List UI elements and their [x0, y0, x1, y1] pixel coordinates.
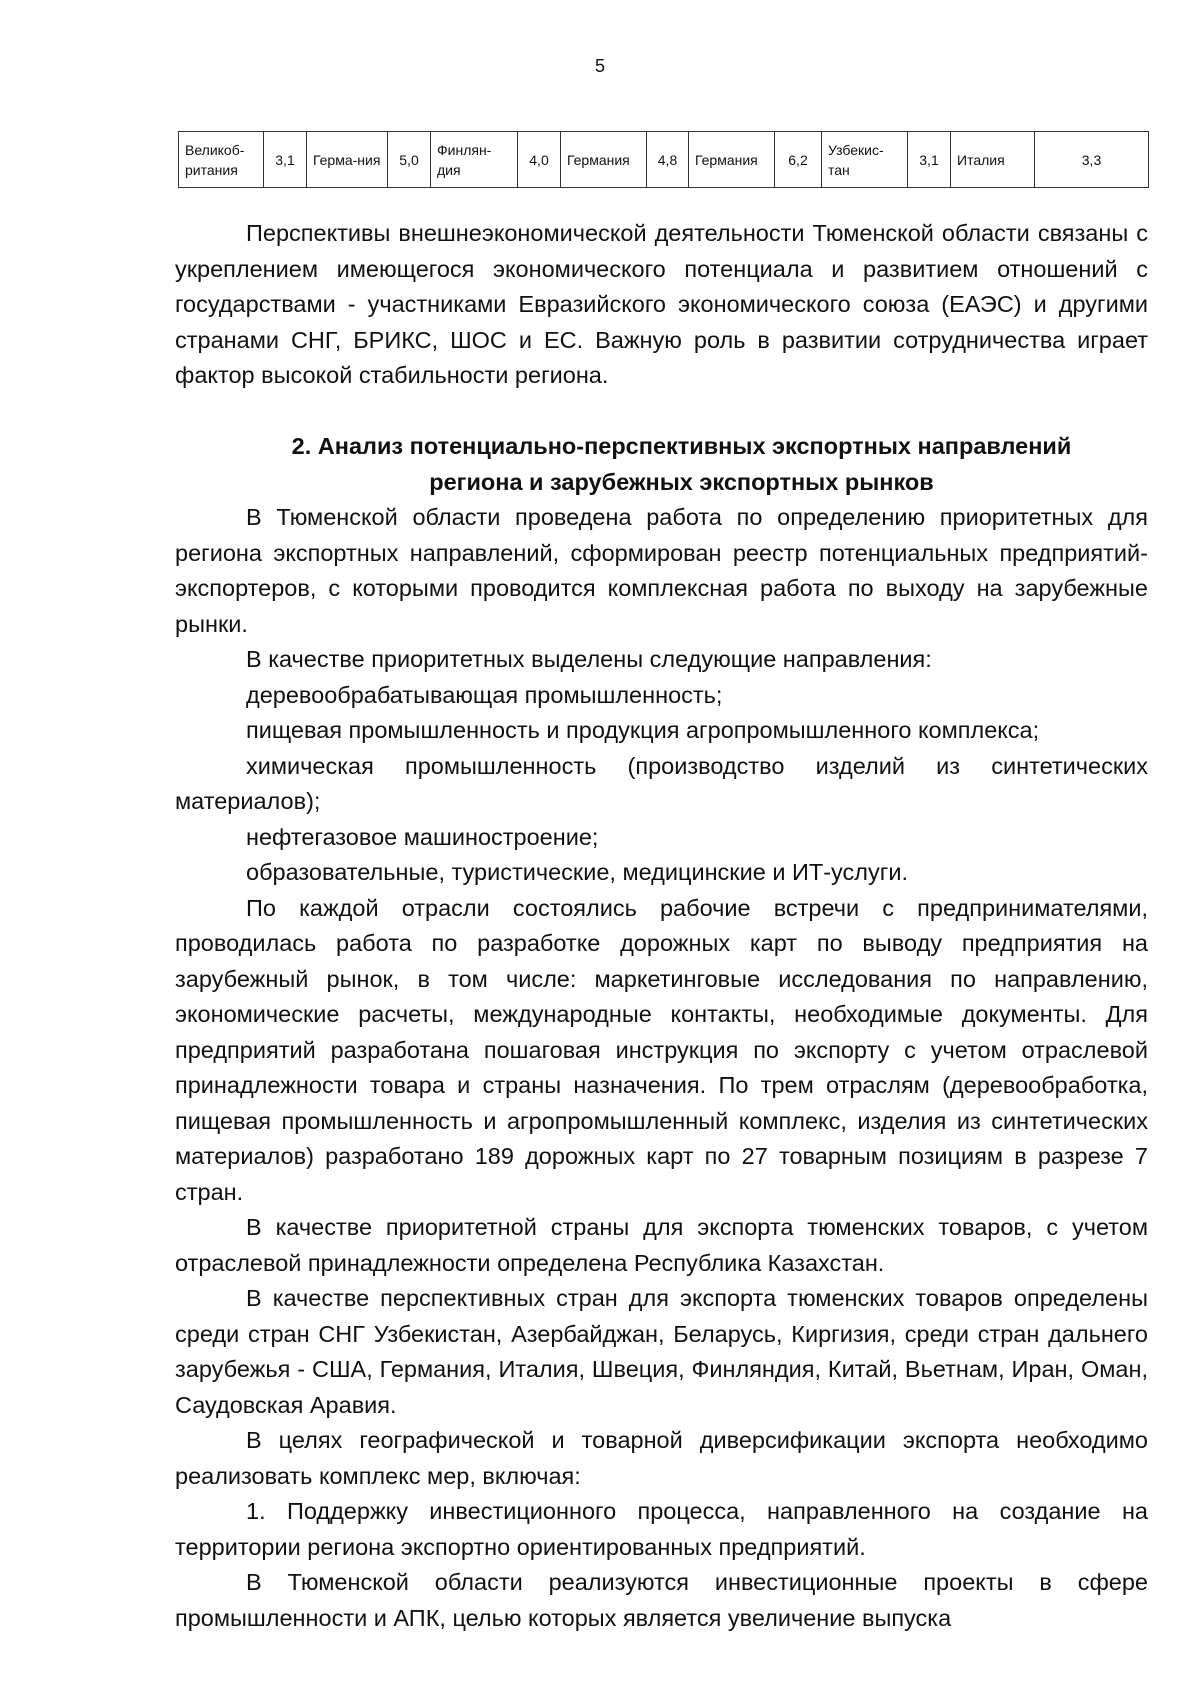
section-heading-line: региона и зарубежных экспортных рынков: [429, 468, 934, 495]
list-item: химическая промышленность (производство изделий из синтетических материалов);: [175, 752, 1148, 814]
paragraph: В Тюменской области реализуются инвестиционные проекты в сфере промышленности и АПК, целью которых является увеличение выпуска: [175, 1569, 1148, 1631]
table-cell-value: 5,0: [388, 132, 431, 188]
table-cell-country: Герма-ния: [307, 132, 388, 188]
paragraph: В Тюменской области проведена работа по определению приоритетных для региона экспортных направлений, сформирован реестр потенциальных предприятий-экспортеров, с которыми проводится комплексная работа по выходу на зарубежные рынки.: [175, 504, 1148, 637]
table-cell-country: Великоб-ритания: [179, 132, 264, 188]
paragraph: В целях географической и товарной диверсификации экспорта необходимо реализовать комплекс мер, включая:: [175, 1427, 1148, 1489]
table-cell-country: Германия: [689, 132, 775, 188]
table-cell-value: 3,1: [908, 132, 951, 188]
paragraph: В качестве перспективных стран для экспорта тюменских товаров определены среди стран СНГ Узбекистан, Азербайджан, Беларусь, Киргизия, среди стран дальнего зарубежья - США, Германия, Италия, Швеция, Финляндия, Китай, Вьетнам, Иран, Оман, Саудовская Аравия.: [175, 1285, 1148, 1418]
table-cell-value: 4,0: [518, 132, 561, 188]
list-item: деревообрабатывающая промышленность;: [246, 681, 723, 708]
paragraph: По каждой отрасли состоялись рабочие встречи с предпринимателями, проводилась работа по разработке дорожных карт по выводу предприятия на зарубежный рынок, в том числе: маркетинговые исследования по направлению, экономические расчеты, международные контакты, необходимые документы. Для предприятий разработана пошаговая инструкция по экспорту с учетом отраслевой принадлежности товара и страны назначения. По трем отраслям (деревообработка, пищевая промышленность и агропромышленный комплекс, изделия из синтетических материалов) разработано 189 дорожных карт по 27 товарным позициям в разрезе 7 стран.: [175, 894, 1148, 1205]
intro-paragraph: Перспективы внешнеэкономической деятельности Тюменской области связаны с укреплением имеющегося экономического потенциала и развитием отношений с государствами - участниками Евразийского экономического союза (ЕАЭС) и другими странами СНГ, БРИКС, ШОС и ЕС. Важную роль в развитии сотрудничества играет фактор высокой стабильности региона.: [175, 220, 1148, 388]
list-item: пищевая промышленность и продукция агропромышленного комплекса;: [246, 717, 1040, 743]
table-cell-value: 4,8: [647, 132, 689, 188]
table-cell-country: Узбекис-тан: [822, 132, 908, 188]
table-cell-value: 6,2: [775, 132, 822, 188]
paragraph: В качестве приоритетной страны для экспорта тюменских товаров, с учетом отраслевой принадлежности определена Республика Казахстан.: [175, 1214, 1148, 1276]
page-number: 5: [594, 56, 605, 76]
document-body: [175, 216, 1148, 1636]
table-cell-country: Финлян-дия: [431, 132, 518, 188]
numbered-item: 1. Поддержку инвестиционного процесса, направленного на создание на территории региона экспортно ориентированных предприятий.: [175, 1498, 1148, 1560]
table-cell-country: Италия: [951, 132, 1035, 188]
table-cell-value: 3,1: [264, 132, 307, 188]
list-item: нефтегазовое машиностроение;: [246, 823, 599, 850]
export-share-table: [178, 131, 1149, 188]
paragraph: В качестве приоритетных выделены следующие направления:: [246, 646, 932, 672]
list-item: образовательные, туристические, медицинские и ИТ-услуги.: [246, 859, 908, 885]
section-heading-line: 2. Анализ потенциально-перспективных экспортных направлений: [291, 433, 1072, 459]
section-heading: [175, 429, 1148, 500]
table-row: [179, 132, 1149, 188]
table-cell-value: 3,3: [1035, 132, 1149, 188]
table-cell-country: Германия: [561, 132, 647, 188]
